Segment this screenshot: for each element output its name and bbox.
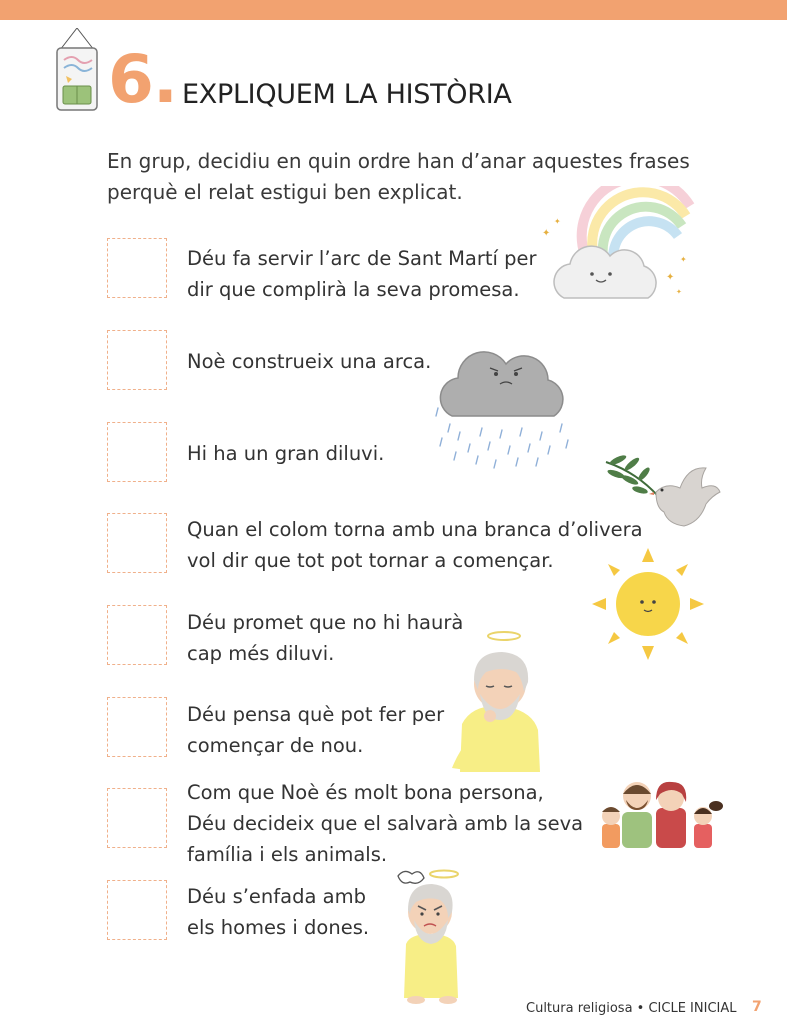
order-answer-box[interactable] (107, 697, 167, 757)
footer-subject: Cultura religiosa • CICLE INICIAL (526, 1001, 737, 1016)
sentence: Quan el colom torna amb una branca d’olivera vol dir que tot pot tornar a començar. (187, 518, 643, 572)
instructions-line: En grup, decidiu en quin ordre han d’anar aquestes frases (107, 149, 690, 173)
sentence: Déu promet que no hi haurà cap més diluvi. (187, 611, 464, 665)
instructions-line: perquè el relat estigui ben explicat. (107, 180, 463, 204)
dove-olive-branch-icon (604, 452, 722, 532)
order-answer-box[interactable] (107, 330, 167, 390)
order-answer-box[interactable] (107, 238, 167, 298)
exercise-number: 6. (108, 41, 177, 118)
rainbow-cloud-icon (540, 186, 696, 314)
rain-cloud-icon (430, 332, 576, 472)
sun-icon (592, 548, 704, 660)
order-answer-box[interactable] (107, 880, 167, 940)
svg-text:✦: ✦ (676, 289, 682, 296)
sentence: Déu fa servir l’arc de Sant Martí per dir que complirà la seva promesa. (187, 247, 537, 301)
sentence: Hi ha un gran diluvi. (187, 442, 385, 465)
book-board-icon (54, 28, 100, 112)
top-accent-bar (0, 0, 787, 20)
svg-text:✦: ✦ (666, 272, 675, 283)
sentence: Noè construeix una arca. (187, 350, 432, 373)
sentence: Déu pensa què pot fer per començar de nou. (187, 703, 445, 757)
svg-text:✦: ✦ (554, 217, 561, 226)
sentence: Com que Noè és molt bona persona, Déu decideix que el salvarà amb la seva família i els animals. (187, 781, 584, 866)
order-answer-box[interactable] (107, 788, 167, 848)
svg-text:✦: ✦ (542, 228, 551, 239)
order-answer-box[interactable] (107, 513, 167, 573)
order-answer-box[interactable] (107, 422, 167, 482)
angry-god-icon (392, 866, 468, 1010)
page-number: 7 (752, 999, 762, 1015)
sentence: Déu s’enfada amb els homes i dones. (187, 885, 370, 939)
order-answer-box[interactable] (107, 605, 167, 665)
family-icon (600, 770, 724, 850)
svg-text:✦: ✦ (680, 255, 687, 264)
thinking-god-icon (448, 628, 542, 776)
exercise-title: EXPLIQUEM LA HISTÒRIA (182, 79, 512, 110)
